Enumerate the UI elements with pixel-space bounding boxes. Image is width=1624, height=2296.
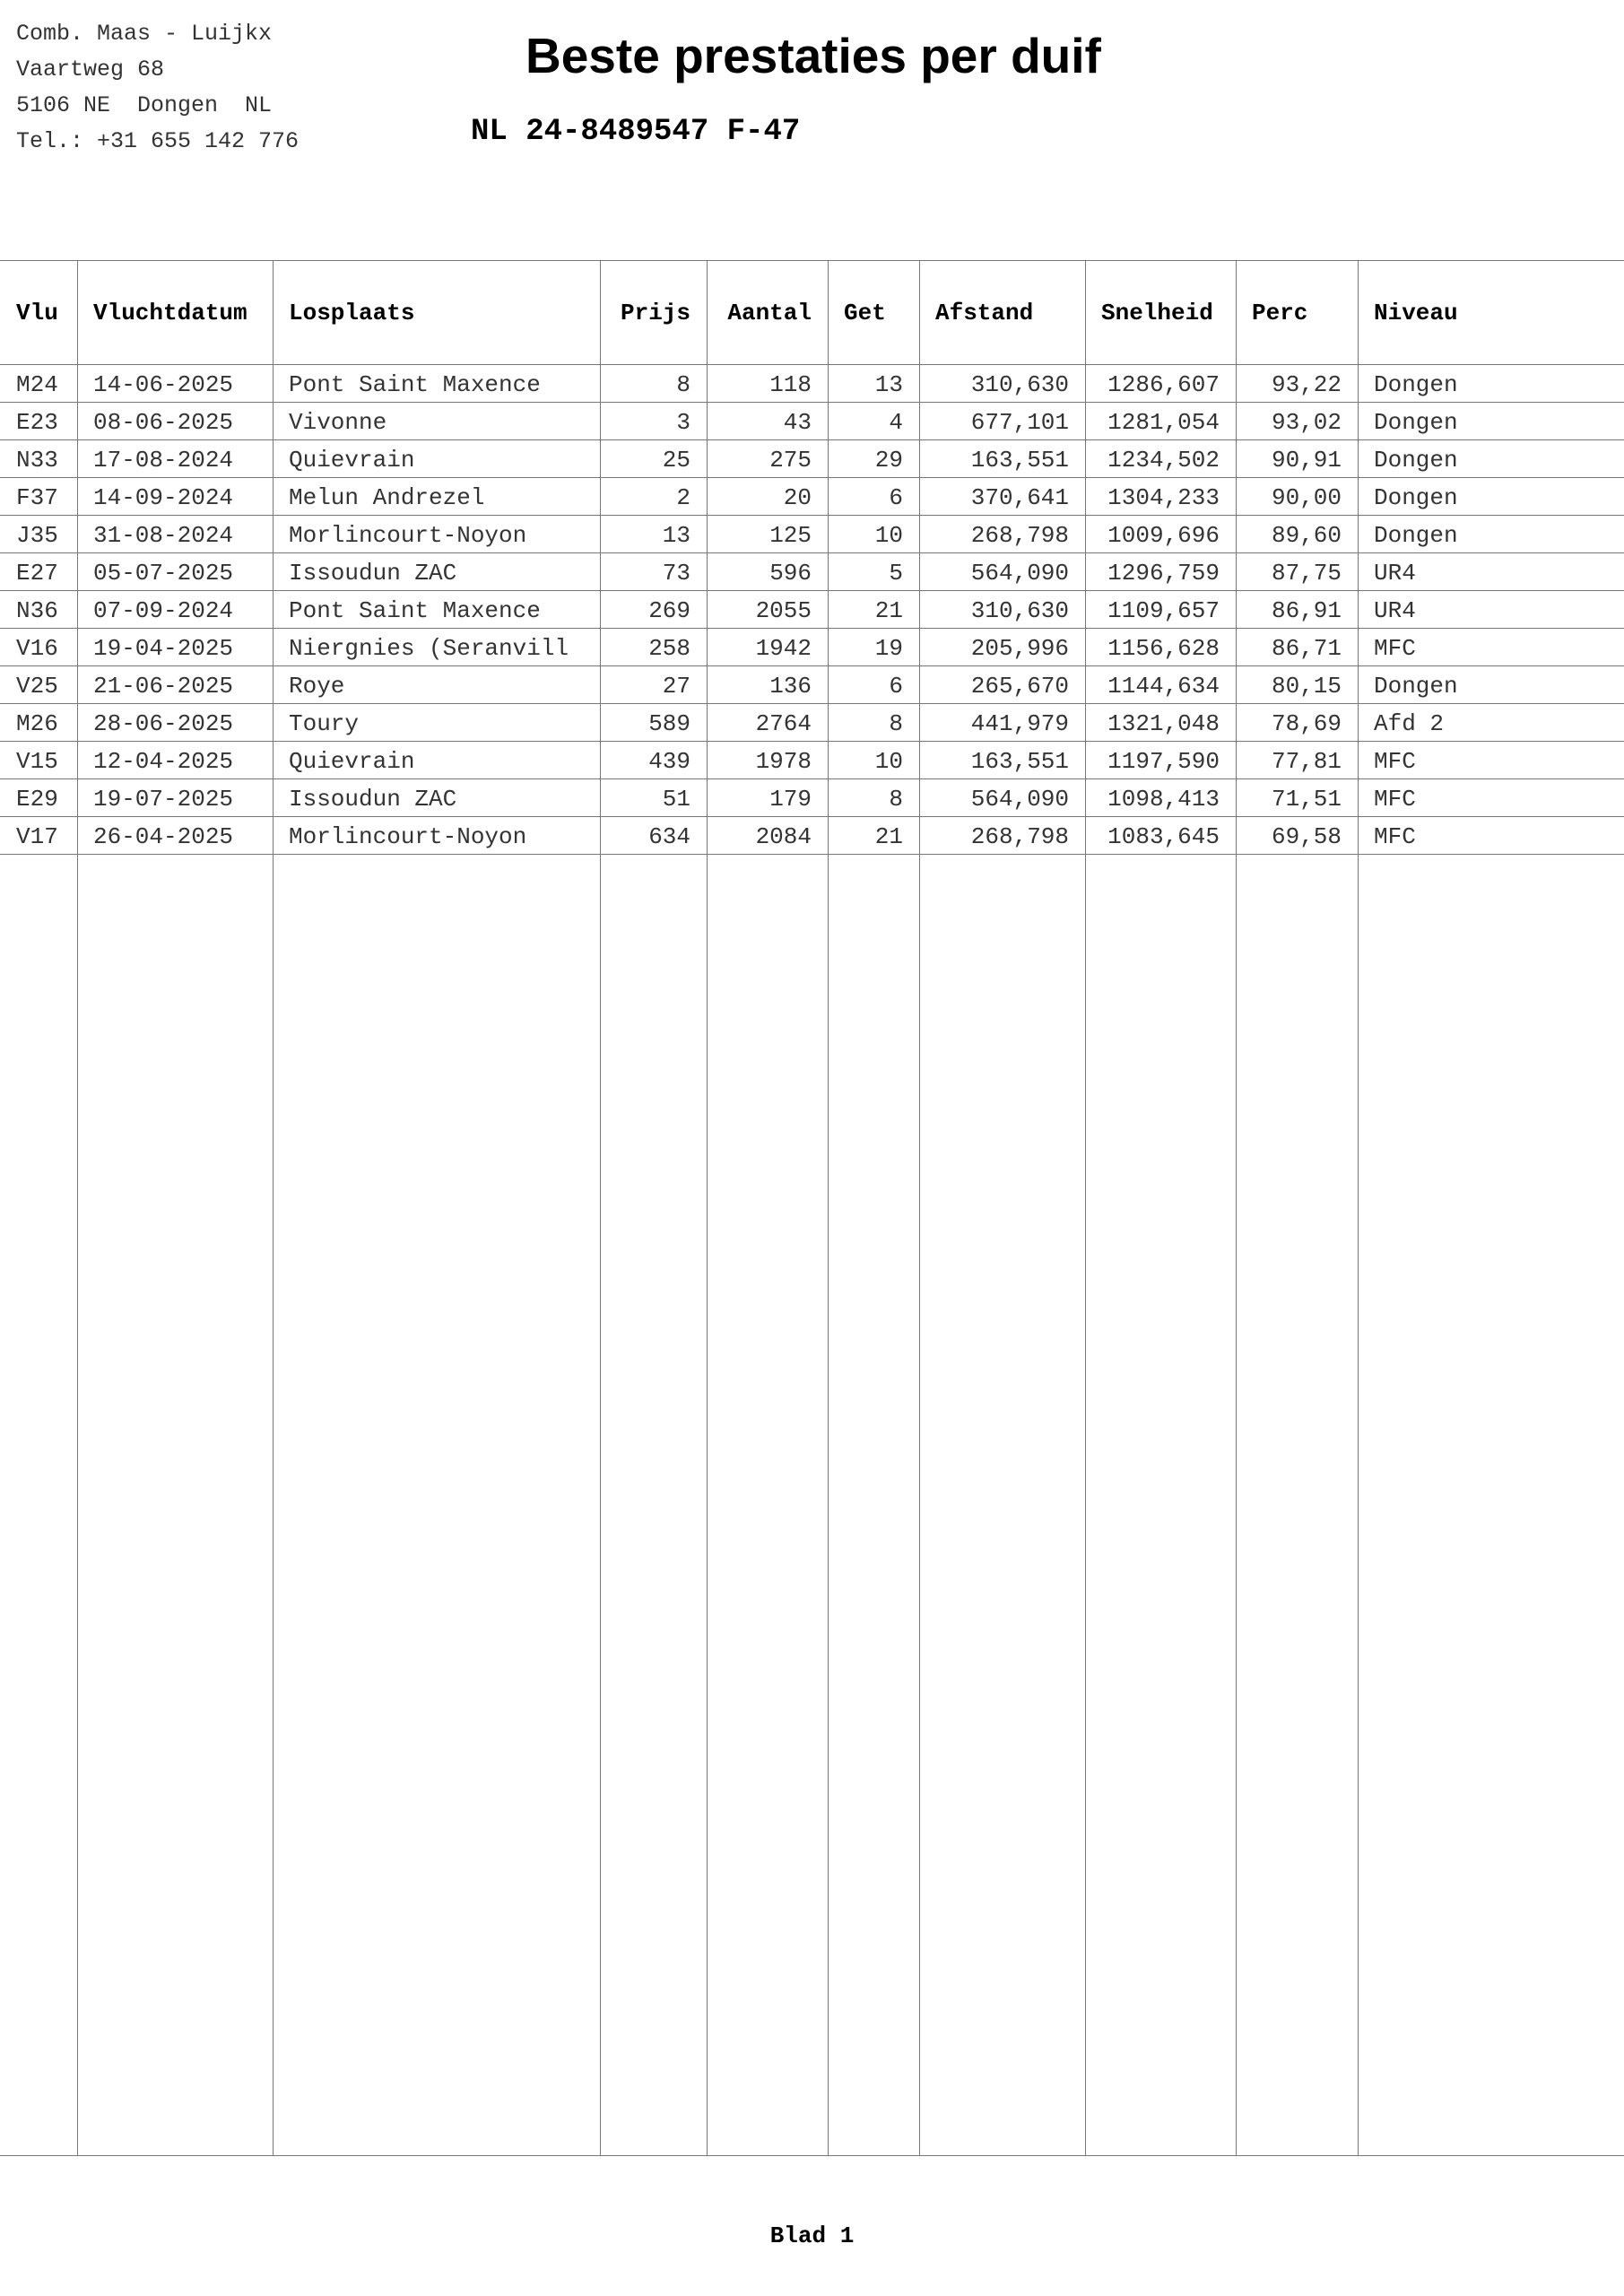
cell-afstand: 441,979 xyxy=(919,704,1085,742)
cell-afstand: 564,090 xyxy=(919,779,1085,817)
cell-losplaats: Niergnies (Seranvill xyxy=(273,629,600,666)
col-header-vlu: Vlu xyxy=(0,261,77,365)
cell-perc: 90,91 xyxy=(1236,440,1358,478)
col-header-afstand: Afstand xyxy=(919,261,1085,365)
cell-perc: 87,75 xyxy=(1236,553,1358,591)
cell-vlu: J35 xyxy=(0,516,77,553)
cell-aantal: 179 xyxy=(707,779,828,817)
cell-snelheid: 1286,607 xyxy=(1085,365,1236,403)
cell-vluchtdatum: 21-06-2025 xyxy=(77,666,273,704)
cell-snelheid: 1321,048 xyxy=(1085,704,1236,742)
cell-vlu: E23 xyxy=(0,403,77,440)
cell-aantal: 2084 xyxy=(707,817,828,855)
cell-aantal: 43 xyxy=(707,403,828,440)
cell-vluchtdatum: 17-08-2024 xyxy=(77,440,273,478)
cell-losplaats: Pont Saint Maxence xyxy=(273,365,600,403)
cell-prijs: 258 xyxy=(600,629,707,666)
table-row xyxy=(0,478,1624,516)
cell-aantal: 118 xyxy=(707,365,828,403)
cell-niveau: Afd 2 xyxy=(1358,704,1624,742)
cell-aantal: 20 xyxy=(707,478,828,516)
cell-prijs: 51 xyxy=(600,779,707,817)
cell-snelheid: 1009,696 xyxy=(1085,516,1236,553)
cell-prijs: 2 xyxy=(600,478,707,516)
cell-vlu: V16 xyxy=(0,629,77,666)
cell-perc: 86,91 xyxy=(1236,591,1358,629)
cell-aantal: 136 xyxy=(707,666,828,704)
cell-afstand: 677,101 xyxy=(919,403,1085,440)
col-header-perc: Perc xyxy=(1236,261,1358,365)
cell-prijs: 25 xyxy=(600,440,707,478)
cell-snelheid: 1304,233 xyxy=(1085,478,1236,516)
cell-prijs: 634 xyxy=(600,817,707,855)
col-header-prijs: Prijs xyxy=(600,261,707,365)
cell-vluchtdatum: 26-04-2025 xyxy=(77,817,273,855)
cell-perc: 89,60 xyxy=(1236,516,1358,553)
cell-get: 6 xyxy=(828,666,919,704)
cell-afstand: 268,798 xyxy=(919,516,1085,553)
cell-vlu: F37 xyxy=(0,478,77,516)
cell-niveau: Dongen xyxy=(1358,666,1624,704)
cell-get: 10 xyxy=(828,742,919,779)
column-divider xyxy=(919,261,920,2155)
column-divider xyxy=(1236,261,1237,2155)
cell-afstand: 310,630 xyxy=(919,591,1085,629)
page-title: Beste prestaties per duif xyxy=(525,28,1101,83)
cell-vlu: N33 xyxy=(0,440,77,478)
cell-vlu: V25 xyxy=(0,666,77,704)
table-row xyxy=(0,629,1624,666)
cell-get: 4 xyxy=(828,403,919,440)
cell-perc: 90,00 xyxy=(1236,478,1358,516)
cell-niveau: Dongen xyxy=(1358,365,1624,403)
cell-vlu: V17 xyxy=(0,817,77,855)
cell-vlu: E27 xyxy=(0,553,77,591)
cell-snelheid: 1197,590 xyxy=(1085,742,1236,779)
cell-snelheid: 1083,645 xyxy=(1085,817,1236,855)
table-header-row xyxy=(0,261,1624,365)
column-divider xyxy=(1358,261,1359,2155)
table-row xyxy=(0,440,1624,478)
cell-afstand: 265,670 xyxy=(919,666,1085,704)
column-divider xyxy=(273,261,274,2155)
cell-vlu: V15 xyxy=(0,742,77,779)
owner-street: Vaartweg 68 xyxy=(16,57,165,83)
cell-afstand: 370,641 xyxy=(919,478,1085,516)
cell-losplaats: Morlincourt-Noyon xyxy=(273,817,600,855)
col-header-snelheid: Snelheid xyxy=(1085,261,1236,365)
cell-losplaats: Pont Saint Maxence xyxy=(273,591,600,629)
table-row xyxy=(0,704,1624,742)
cell-niveau: MFC xyxy=(1358,629,1624,666)
column-divider xyxy=(707,261,708,2155)
cell-vluchtdatum: 19-04-2025 xyxy=(77,629,273,666)
cell-vluchtdatum: 07-09-2024 xyxy=(77,591,273,629)
column-divider xyxy=(1085,261,1086,2155)
cell-vlu: N36 xyxy=(0,591,77,629)
cell-losplaats: Roye xyxy=(273,666,600,704)
cell-losplaats: Vivonne xyxy=(273,403,600,440)
cell-niveau: UR4 xyxy=(1358,591,1624,629)
cell-perc: 69,58 xyxy=(1236,817,1358,855)
cell-afstand: 564,090 xyxy=(919,553,1085,591)
cell-afstand: 163,551 xyxy=(919,742,1085,779)
address-block xyxy=(16,16,299,160)
cell-perc: 80,15 xyxy=(1236,666,1358,704)
cell-vlu: M26 xyxy=(0,704,77,742)
cell-prijs: 27 xyxy=(600,666,707,704)
cell-losplaats: Quievrain xyxy=(273,742,600,779)
ring-number: NL 24-8489547 F-47 xyxy=(471,115,801,149)
cell-get: 6 xyxy=(828,478,919,516)
cell-snelheid: 1296,759 xyxy=(1085,553,1236,591)
cell-aantal: 1978 xyxy=(707,742,828,779)
cell-snelheid: 1144,634 xyxy=(1085,666,1236,704)
cell-snelheid: 1156,628 xyxy=(1085,629,1236,666)
cell-vluchtdatum: 12-04-2025 xyxy=(77,742,273,779)
cell-prijs: 269 xyxy=(600,591,707,629)
cell-niveau: Dongen xyxy=(1358,403,1624,440)
cell-aantal: 2055 xyxy=(707,591,828,629)
cell-niveau: MFC xyxy=(1358,779,1624,817)
cell-niveau: Dongen xyxy=(1358,440,1624,478)
table-row xyxy=(0,553,1624,591)
cell-vluchtdatum: 28-06-2025 xyxy=(77,704,273,742)
cell-snelheid: 1109,657 xyxy=(1085,591,1236,629)
cell-vluchtdatum: 14-09-2024 xyxy=(77,478,273,516)
cell-losplaats: Toury xyxy=(273,704,600,742)
cell-perc: 77,81 xyxy=(1236,742,1358,779)
cell-perc: 93,02 xyxy=(1236,403,1358,440)
results-table xyxy=(0,261,1624,855)
cell-get: 8 xyxy=(828,779,919,817)
cell-afstand: 205,996 xyxy=(919,629,1085,666)
cell-vluchtdatum: 19-07-2025 xyxy=(77,779,273,817)
cell-losplaats: Quievrain xyxy=(273,440,600,478)
cell-perc: 86,71 xyxy=(1236,629,1358,666)
cell-prijs: 589 xyxy=(600,704,707,742)
table-row xyxy=(0,666,1624,704)
cell-vluchtdatum: 08-06-2025 xyxy=(77,403,273,440)
cell-losplaats: Issoudun ZAC xyxy=(273,553,600,591)
cell-perc: 78,69 xyxy=(1236,704,1358,742)
cell-losplaats: Issoudun ZAC xyxy=(273,779,600,817)
cell-prijs: 3 xyxy=(600,403,707,440)
cell-get: 21 xyxy=(828,817,919,855)
col-header-aantal: Aantal xyxy=(707,261,828,365)
owner-phone: Tel.: +31 655 142 776 xyxy=(16,128,300,154)
table-row xyxy=(0,779,1624,817)
cell-vluchtdatum: 31-08-2024 xyxy=(77,516,273,553)
cell-aantal: 596 xyxy=(707,553,828,591)
cell-losplaats: Morlincourt-Noyon xyxy=(273,516,600,553)
cell-vlu: M24 xyxy=(0,365,77,403)
column-divider xyxy=(77,261,78,2155)
table-row xyxy=(0,403,1624,440)
table-row xyxy=(0,817,1624,855)
cell-get: 13 xyxy=(828,365,919,403)
cell-niveau: UR4 xyxy=(1358,553,1624,591)
cell-prijs: 8 xyxy=(600,365,707,403)
cell-aantal: 2764 xyxy=(707,704,828,742)
table-row xyxy=(0,516,1624,553)
cell-prijs: 13 xyxy=(600,516,707,553)
cell-snelheid: 1098,413 xyxy=(1085,779,1236,817)
page-number: Blad 1 xyxy=(769,2222,855,2249)
cell-vluchtdatum: 05-07-2025 xyxy=(77,553,273,591)
cell-get: 19 xyxy=(828,629,919,666)
cell-get: 10 xyxy=(828,516,919,553)
cell-niveau: Dongen xyxy=(1358,516,1624,553)
owner-city: 5106 NE Dongen NL xyxy=(16,92,273,118)
cell-perc: 93,22 xyxy=(1236,365,1358,403)
cell-afstand: 268,798 xyxy=(919,817,1085,855)
cell-perc: 71,51 xyxy=(1236,779,1358,817)
cell-get: 8 xyxy=(828,704,919,742)
table-row xyxy=(0,591,1624,629)
column-divider xyxy=(600,261,601,2155)
col-header-get: Get xyxy=(828,261,919,365)
cell-prijs: 73 xyxy=(600,553,707,591)
cell-aantal: 125 xyxy=(707,516,828,553)
cell-vlu: E29 xyxy=(0,779,77,817)
table-row xyxy=(0,365,1624,403)
col-header-vluchtdatum: Vluchtdatum xyxy=(77,261,273,365)
cell-vluchtdatum: 14-06-2025 xyxy=(77,365,273,403)
col-header-niveau: Niveau xyxy=(1358,261,1624,365)
cell-get: 21 xyxy=(828,591,919,629)
cell-aantal: 275 xyxy=(707,440,828,478)
cell-snelheid: 1234,502 xyxy=(1085,440,1236,478)
cell-niveau: MFC xyxy=(1358,742,1624,779)
cell-losplaats: Melun Andrezel xyxy=(273,478,600,516)
cell-get: 29 xyxy=(828,440,919,478)
owner-name: Comb. Maas - Luijkx xyxy=(16,21,273,47)
cell-get: 5 xyxy=(828,553,919,591)
cell-aantal: 1942 xyxy=(707,629,828,666)
cell-snelheid: 1281,054 xyxy=(1085,403,1236,440)
column-divider xyxy=(828,261,829,2155)
cell-prijs: 439 xyxy=(600,742,707,779)
cell-niveau: MFC xyxy=(1358,817,1624,855)
cell-afstand: 163,551 xyxy=(919,440,1085,478)
cell-niveau: Dongen xyxy=(1358,478,1624,516)
table-row xyxy=(0,742,1624,779)
results-sheet xyxy=(0,260,1624,2156)
cell-afstand: 310,630 xyxy=(919,365,1085,403)
col-header-losplaats: Losplaats xyxy=(273,261,600,365)
